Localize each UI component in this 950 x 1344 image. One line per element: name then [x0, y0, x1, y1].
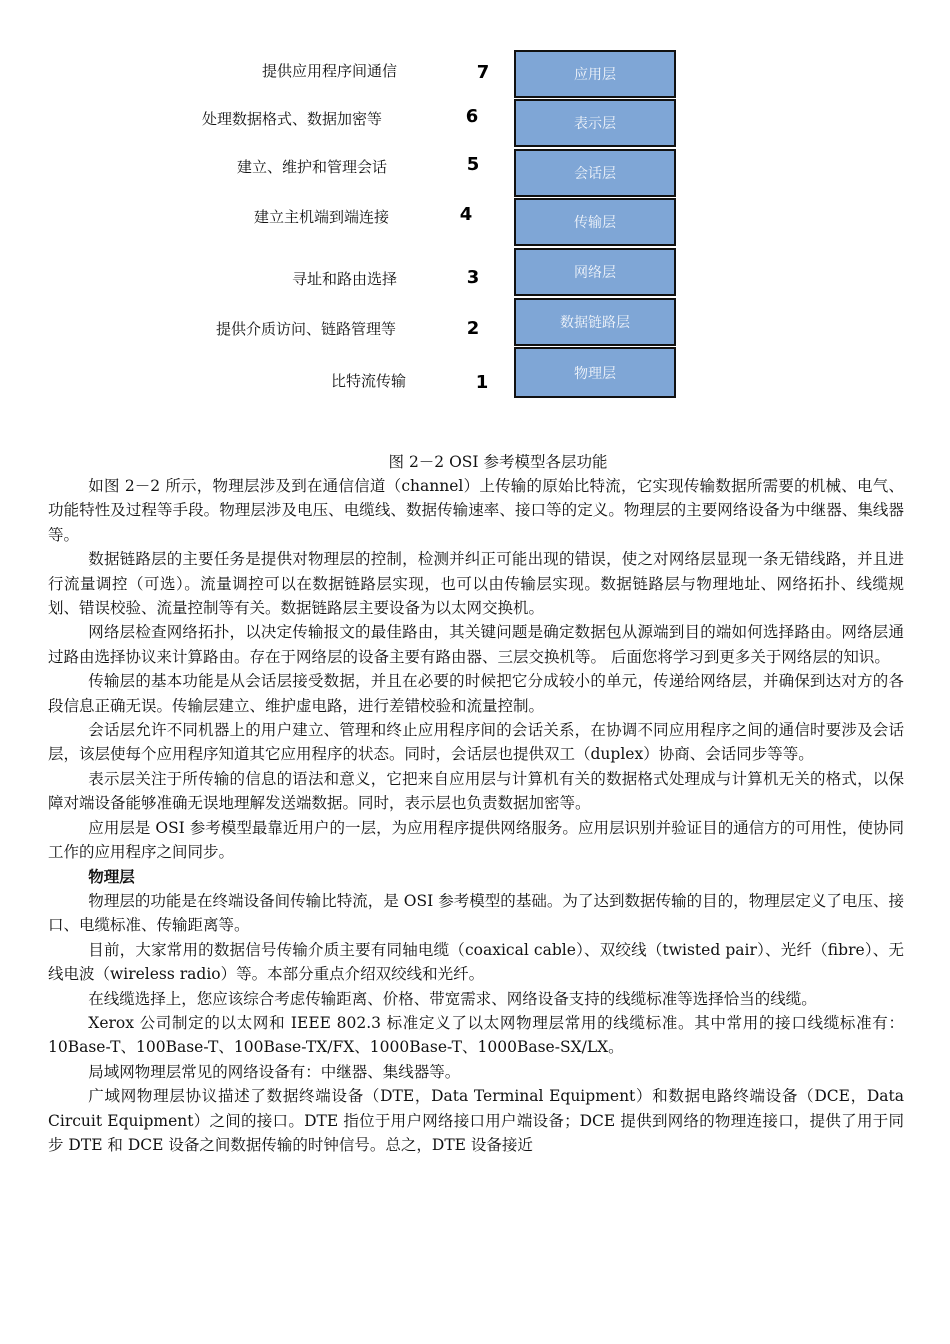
paragraph: Xerox 公司制定的以太网和 IEEE 802.3 标准定义了以太网物理层常用的线缆标准。其中常用的接口线缆标准有：10Base-T、100Base-T、100Base-TX/FX、1000Base-T、1000Base-SX/LX。 — [48, 1013, 904, 1057]
layer-1-number: 1 — [475, 372, 489, 393]
layer-3-number: 3 — [466, 267, 480, 288]
paragraph: 传输层的基本功能是从会话层接受数据，并且在必要的时候把它分成较小的单元，传递给网络层，并确保到达对方的各段信息正确无误。传输层建立、维护虚电路，进行差错校验和流量控制。 — [48, 672, 904, 715]
layer-7-description: 提供应用程序间通信 — [261, 62, 397, 80]
layer-5-number: 5 — [466, 154, 480, 175]
layer-6-number: 6 — [465, 106, 479, 127]
layer-2-box: 数据链路层 — [514, 298, 676, 346]
layer-4-description: 建立主机端到端连接 — [253, 208, 389, 226]
layer-1-description: 比特流传输 — [330, 372, 406, 390]
layer-2-description: 提供介质访问、链路管理等 — [215, 320, 396, 338]
layer-6-box: 表示层 — [514, 99, 676, 147]
paragraph: 物理层的功能是在终端设备间传输比特流，是 OSI 参考模型的基础。为了达到数据传输的目的，物理层定义了电压、接口、电缆标准、传输距离等。 — [48, 891, 904, 935]
layer-3-box: 网络层 — [514, 248, 676, 296]
osi-model-figure — [0, 0, 950, 430]
layer-7-number: 7 — [476, 62, 490, 83]
paragraph: 网络层检查网络拓扑，以决定传输报文的最佳路由，其关键问题是确定数据包从源端到目的端如何选择路由。网络层通过路由选择协议来计算路由。存在于网络层的设备主要有路由器、三层交换机等。 后面您将学习到更多关于网络层的知识。 — [48, 623, 904, 666]
layer-2-number: 2 — [466, 318, 480, 339]
layer-3-description: 寻址和路由选择 — [291, 270, 397, 288]
layer-5-description: 建立、维护和管理会话 — [236, 158, 387, 176]
paragraph: 广域网物理层协议描述了数据终端设备（DTE，Data Terminal Equipment）和数据电路终端设备（DCE，Data Circuit Equipment）之间的接口。DTE 指位于用户网络接口用户端设备；DCE 提供到网络的物理连接口，提供了用于同步 DTE 和 DCE 设备之间数据传输的时钟信号。总之，DTE 设备接近 — [48, 1087, 904, 1154]
paragraph: 表示层关注于所传输的信息的语法和意义，它把来自应用层与计算机有关的数据格式处理成与计算机无关的格式，以保障对端设备能够准确无误地理解发送端数据。同时，表示层也负责数据加密等。 — [48, 769, 904, 813]
layer-5-box: 会话层 — [514, 149, 676, 197]
layer-6-description: 处理数据格式、数据加密等 — [201, 110, 382, 128]
paragraph: 如图 2－2 所示，物理层涉及到在通信信道（channel）上传输的原始比特流，它实现传输数据所需要的机械、电气、功能特性及过程等手段。物理层涉及电压、电缆线、数据传输速率、接口等的定义。物理层的主要网络设备为中继器、集线器等。 — [48, 477, 904, 544]
layer-4-number: 4 — [459, 204, 473, 225]
layer-7-box: 应用层 — [514, 50, 676, 98]
paragraph: 局域网物理层常见的网络设备有：中继器、集线器等。 — [88, 1062, 461, 1081]
layer-1-box: 物理层 — [514, 347, 676, 398]
body-text — [48, 474, 904, 1157]
paragraph: 会话层允许不同机器上的用户建立、管理和终止应用程序间的会话关系，在协调不同应用程序之间的通信时要涉及会话层，该层使每个应用程序知道其它应用程序的状态。同时，会话层也提供双工（duplex）协商、会话同步等等。 — [48, 721, 904, 764]
paragraph: 在线缆选择上，您应该综合考虑传输距离、价格、带宽需求、网络设备支持的线缆标准等选择恰当的线缆。 — [88, 989, 817, 1008]
figure-caption: 图 2－2 OSI 参考模型各层功能 — [388, 453, 608, 471]
layer-4-box: 传输层 — [514, 198, 676, 246]
paragraph: 数据链路层的主要任务是提供对物理层的控制，检测并纠正可能出现的错误，使之对网络层显现一条无错线路，并且进行流量调控（可选）。流量调控可以在数据链路层实现，也可以由传输层实现。数据链路层与物理地址、网络拓扑、线缆规划、错误校验、流量控制等有关。数据链路层主要设备为以太网交换机。 — [48, 550, 904, 618]
section-heading: 物理层 — [88, 866, 135, 886]
paragraph: 目前，大家常用的数据信号传输介质主要有同轴电缆（coaxical cable）、双绞线（twisted pair）、光纤（fibre）、无线电波（wireless radio）等。本部分重点介绍双绞线和光纤。 — [48, 940, 904, 984]
paragraph: 应用层是 OSI 参考模型最靠近用户的一层，为应用程序提供网络服务。应用层识别并验证目的通信方的可用性，使协同工作的应用程序之间同步。 — [48, 818, 904, 862]
